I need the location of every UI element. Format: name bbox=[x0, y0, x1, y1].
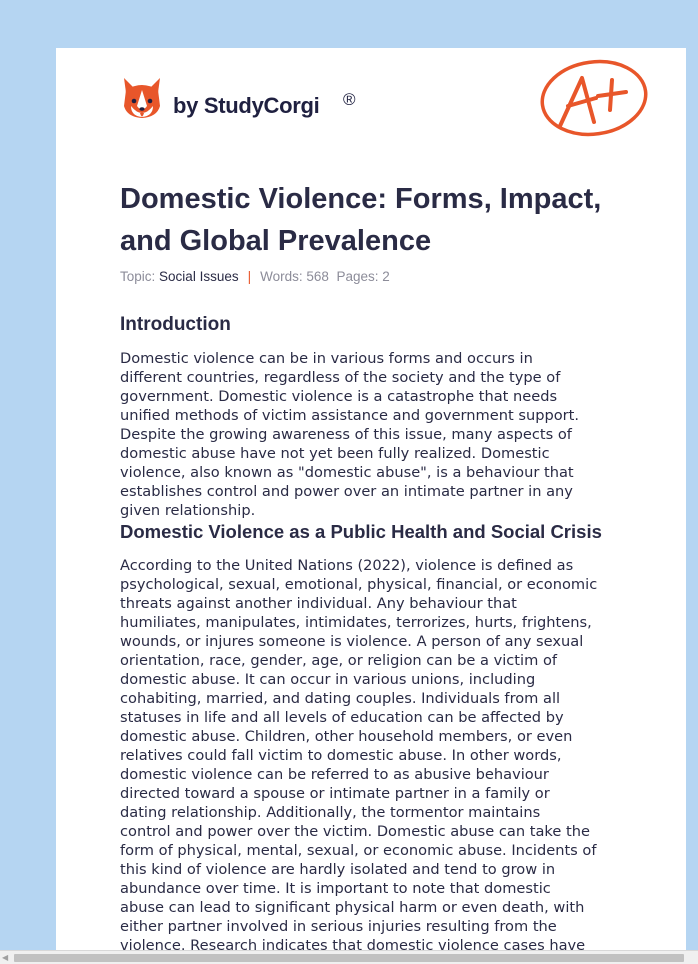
page-count: 2 bbox=[382, 269, 390, 284]
text-line: this kind of violence are hardly isolated and tend to grow in bbox=[120, 861, 556, 878]
text-line: abuse can lead to significant physical harm or even death, with bbox=[120, 899, 585, 916]
text-line: Despite the growing awareness of this issue, many aspects of bbox=[120, 426, 572, 443]
text-line: threats against another individual. Any behaviour that bbox=[120, 595, 517, 612]
text-line: relatives could fall victim to domestic abuse. In other words, bbox=[120, 747, 562, 764]
topic-label: Topic: bbox=[120, 269, 156, 284]
page-title: Domestic Violence: Forms, Impact, and Global Prevalence bbox=[120, 183, 602, 257]
registered-mark: ® bbox=[343, 90, 356, 109]
text-line: government. Domestic violence is a catastrophe that needs bbox=[120, 388, 558, 405]
section-heading-public-health: Domestic Violence as a Public Health and Social Crisis bbox=[120, 521, 602, 542]
scrollbar-thumb[interactable] bbox=[14, 954, 684, 962]
document-page bbox=[56, 48, 686, 950]
text-line: either partner involved in serious injuries resulting from the bbox=[120, 918, 557, 935]
corgi-logo-icon bbox=[121, 76, 163, 122]
text-line: establishes control and power over an intimate partner in any bbox=[120, 483, 573, 500]
section-heading-introduction: Introduction bbox=[120, 314, 231, 335]
text-line: domestic abuse. It can occur in various unions, including bbox=[120, 671, 536, 688]
text-line: statuses in life and all levels of education can be affected by bbox=[120, 709, 564, 726]
text-line: abundance over time. It is important to note that domestic bbox=[120, 880, 551, 897]
text-line: According to the United Nations (2022), violence is defined as bbox=[120, 557, 574, 574]
text-line: orientation, race, gender, age, or religion can be a victim of bbox=[120, 652, 558, 669]
word-count: 568 bbox=[306, 269, 329, 284]
text-line: cohabiting, married, and dating couples. Individuals from all bbox=[120, 690, 561, 707]
paragraph-public-health bbox=[120, 556, 635, 950]
text-line: violence, also known as "domestic abuse", is a behaviour that bbox=[120, 464, 574, 481]
text-line: domestic violence can be referred to as abusive behaviour bbox=[120, 766, 549, 783]
text-line: domestic abuse. Children, other household members, or even bbox=[120, 728, 573, 745]
pages-label: Pages: bbox=[336, 269, 379, 284]
text-line: wounds, or injures someone is violence. A person of any sexual bbox=[120, 633, 584, 650]
text-line: form of physical, mental, sexual, or economic abuse. Incidents of bbox=[120, 842, 597, 859]
text-line: control and power over the victim. Domestic abuse can take the bbox=[120, 823, 590, 840]
words-label: Words: bbox=[260, 269, 303, 284]
brand-logo[interactable] bbox=[121, 76, 356, 122]
horizontal-scrollbar[interactable] bbox=[0, 950, 698, 964]
brand-name: by StudyCorgi bbox=[173, 93, 320, 118]
grade-a-plus-icon bbox=[538, 58, 650, 140]
text-line: different countries, regardless of the society and the type of bbox=[120, 369, 561, 386]
scroll-left-arrow-icon[interactable]: ◀ bbox=[2, 953, 9, 962]
text-line: dating relationship. Additionally, the tormentor maintains bbox=[120, 804, 541, 821]
text-line: domestic abuse have not yet been fully realized. Domestic bbox=[120, 445, 550, 462]
text-line: given relationship. bbox=[120, 502, 256, 519]
text-line: psychological, sexual, emotional, physical, financial, or economic bbox=[120, 576, 598, 593]
text-line: directed toward a spouse or intimate partner in a family or bbox=[120, 785, 550, 802]
text-line: violence. Research indicates that domestic violence cases have bbox=[120, 937, 586, 950]
text-line: Domestic violence can be in various forms and occurs in bbox=[120, 350, 533, 367]
topic-link[interactable]: Social Issues bbox=[159, 269, 239, 284]
text-line: humiliates, manipulates, intimidates, terrorizes, hurts, frightens, bbox=[120, 614, 592, 631]
paragraph-introduction bbox=[120, 349, 635, 520]
meta-separator: | bbox=[247, 269, 252, 284]
document-meta bbox=[120, 269, 390, 284]
text-line: unified methods of victim assistance and government support. bbox=[120, 407, 580, 424]
